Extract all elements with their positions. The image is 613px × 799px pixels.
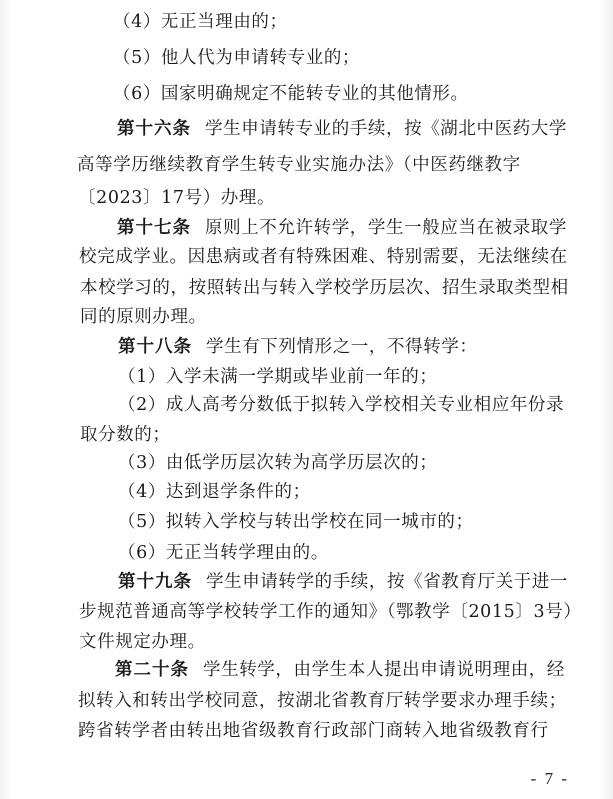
article-heading: 第十八条 [118, 337, 192, 357]
text-line: 步规范普通高等学校转学工作的通知》（鄂教学〔2015〕3号） [79, 602, 582, 622]
text-line: （2）成人高考分数低于拟转入学校相关专业相应年份录 [118, 395, 565, 415]
page-number: - 7 - [530, 769, 569, 788]
article-heading: 第十九条 [118, 572, 192, 592]
text-line: 校完成学业。因患病或者有特殊困难、特别需要，无法继续在 [79, 247, 568, 267]
text-line: 跨省转学者由转出地省级教育行政部门商转入地省级教育行 [78, 721, 549, 741]
article-heading: 第十七条 [117, 218, 191, 238]
text-line: （5）他人代为申请转专业的； [113, 48, 361, 68]
article-17: 第十七条 原则上不允许转学，学生一般应当在被录取学 [117, 218, 567, 238]
article-heading: 第二十条 [115, 660, 189, 680]
text-line: 〔2023〕17号）办理。 [78, 188, 276, 208]
article-heading: 第十六条 [117, 119, 191, 139]
text-line: （6）无正当转学理由的。 [118, 543, 329, 563]
text-line: （6）国家明确规定不能转专业的其他情形。 [113, 84, 469, 104]
text-line: 取分数的； [80, 425, 171, 445]
text-line: （4）无正当理由的； [113, 12, 288, 32]
text-line: （5）拟转入学校与转出学校在同一城市的； [118, 512, 474, 532]
text-line: 高等学历继续教育学生转专业实施办法》（中医药继教字 [77, 155, 521, 175]
text-line: （1）入学未满一学期或毕业前一年的； [118, 367, 438, 387]
text-line: （3）由低学历层次转为高学历层次的； [118, 453, 438, 473]
text-line: （4）达到退学条件的； [118, 482, 311, 502]
article-19: 第十九条 学生申请转学的手续，按《省教育厅关于进一 [118, 572, 568, 592]
text-line: 同的原则办理。 [80, 307, 207, 327]
text-line: 本校学习的，按照转出与转入学校学历层次、招生录取类型相 [80, 278, 569, 298]
text-line: 拟转入和转出学校同意，按湖北省教育厅转学要求办理手续； [78, 691, 567, 711]
article-16: 第十六条 学生申请转专业的手续，按《湖北中医药大学 [117, 119, 567, 139]
article-20: 第二十条 学生转学，由学生本人提出申请说明理由，经 [115, 660, 565, 680]
article-18: 第十八条 学生有下列情形之一，不得转学： [118, 337, 478, 357]
text-line: 文件规定办理。 [79, 632, 206, 652]
